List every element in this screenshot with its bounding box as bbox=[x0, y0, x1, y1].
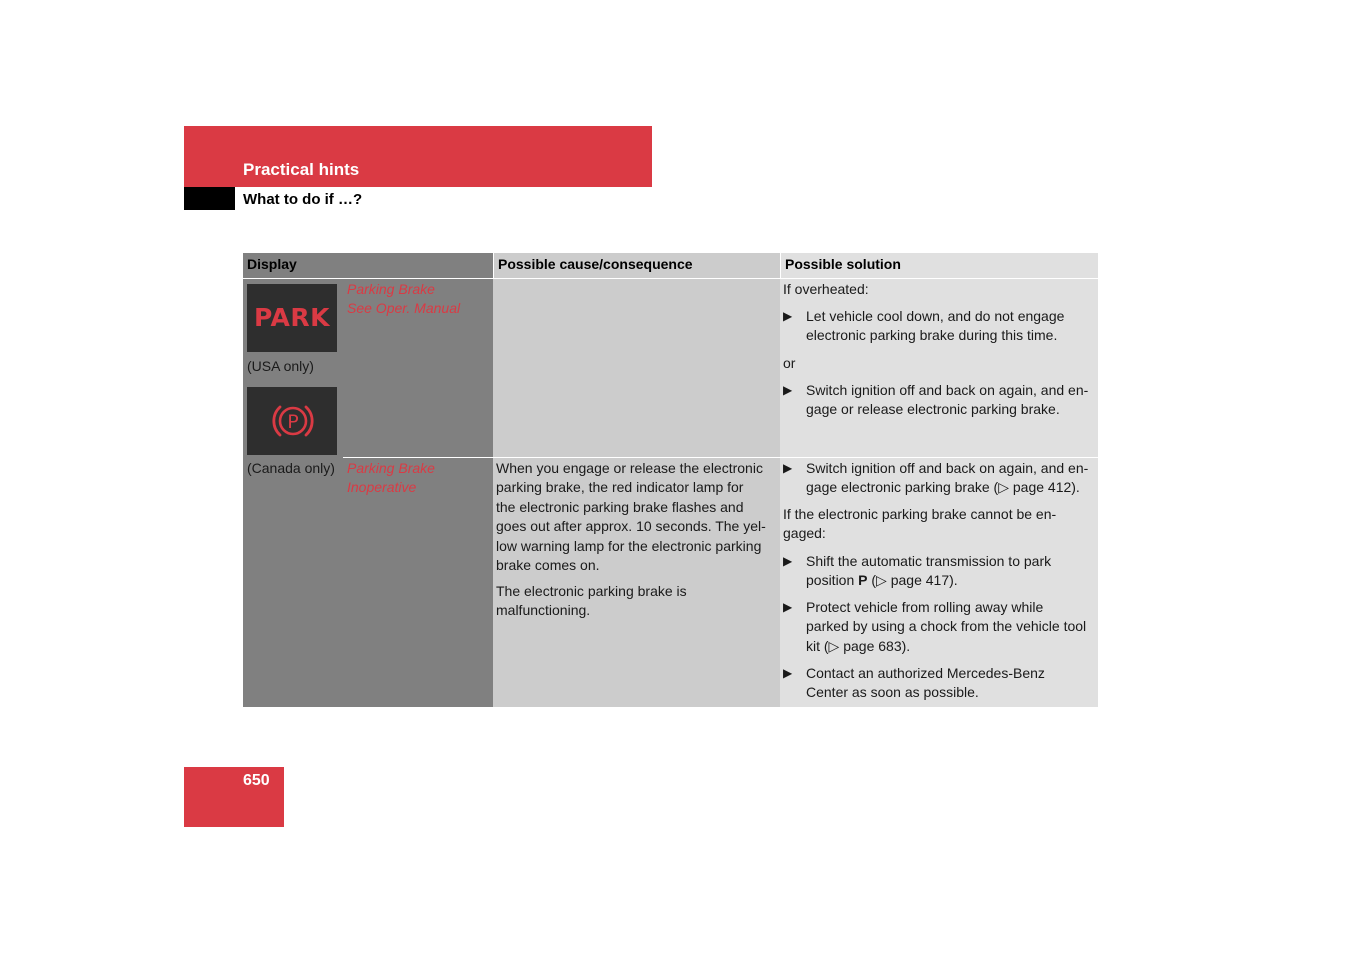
bullet-icon: ▶ bbox=[783, 383, 793, 397]
or-text: or bbox=[783, 355, 796, 371]
solution-line: Center as soon as possible. bbox=[806, 684, 979, 701]
solution-line: Contact an authorized Mercedes-Benz bbox=[806, 665, 1045, 681]
bullet-icon: ▶ bbox=[783, 666, 793, 680]
solution-line: gage electronic parking brake (▷ page 412). bbox=[806, 479, 1080, 496]
solution-line: gage or release electronic parking brake. bbox=[806, 401, 1060, 418]
solution-line: Let vehicle cool down, and do not engage bbox=[806, 308, 1065, 324]
bullet-icon: ▶ bbox=[783, 461, 793, 475]
solution-line: electronic parking brake during this time. bbox=[806, 327, 1058, 344]
page-reference: (▷ page 417). bbox=[871, 572, 958, 589]
cause-line: low warning lamp for the electronic parking bbox=[496, 537, 762, 554]
cause-line: When you engage or release the electronic bbox=[496, 460, 763, 476]
solution-line: Shift the automatic transmission to park bbox=[806, 553, 1052, 569]
solution-step bbox=[806, 307, 1064, 346]
park-lamp-text: PARK bbox=[254, 303, 330, 332]
column-header-display: Display bbox=[243, 253, 493, 278]
cause-line: the electronic parking brake flashes and bbox=[496, 498, 744, 515]
solution-intro: If overheated: bbox=[783, 281, 869, 297]
solution-line: If the electronic parking brake cannot be en- bbox=[783, 506, 1057, 522]
bullet-icon: ▶ bbox=[783, 554, 793, 568]
solution-line bbox=[806, 571, 1051, 590]
solution-step bbox=[806, 598, 1086, 656]
cause-line: malfunctioning. bbox=[496, 602, 591, 619]
solution-line: Switch ignition off and back on again, and en- bbox=[806, 382, 1089, 398]
parking-brake-symbol bbox=[247, 387, 337, 455]
section-marker-tab bbox=[184, 187, 235, 210]
display-message-row1 bbox=[347, 280, 460, 318]
row-divider bbox=[343, 457, 1098, 458]
parking-brake-warning-icon bbox=[247, 387, 337, 455]
cause-line: The electronic parking brake is bbox=[496, 583, 687, 599]
column-header-solution: Possible solution bbox=[780, 253, 1098, 278]
solution-text: position bbox=[806, 572, 855, 589]
cause-paragraph bbox=[496, 582, 687, 621]
canada-only-note: (Canada only) bbox=[247, 460, 335, 476]
cause-line: parking brake, the red indicator lamp for bbox=[496, 479, 744, 496]
bullet-icon: ▶ bbox=[783, 309, 793, 323]
cause-paragraph bbox=[496, 459, 766, 575]
display-message-line: See Oper. Manual bbox=[347, 300, 461, 316]
park-position-label: P bbox=[858, 572, 868, 589]
display-message-row2 bbox=[347, 459, 435, 497]
display-message-line: Parking Brake bbox=[347, 460, 435, 476]
solution-step bbox=[806, 381, 1088, 420]
solution-line: Protect vehicle from rolling away while bbox=[806, 599, 1044, 615]
bullet-icon: ▶ bbox=[783, 600, 793, 614]
solution-note bbox=[783, 505, 1056, 544]
section-title: Practical hints bbox=[243, 160, 360, 179]
display-message-line: Inoperative bbox=[347, 479, 417, 495]
solution-line: kit (▷ page 683). bbox=[806, 637, 911, 654]
cause-line: brake comes on. bbox=[496, 557, 600, 574]
display-message-line: Parking Brake bbox=[347, 281, 435, 297]
solution-line: Switch ignition off and back on again, and en- bbox=[806, 460, 1089, 476]
cause-line: goes out after approx. 10 seconds. The yel- bbox=[496, 518, 766, 535]
page-number: 650 bbox=[243, 772, 270, 789]
solution-step bbox=[806, 459, 1088, 498]
solution-line: parked by using a chock from the vehicle tool bbox=[806, 618, 1087, 635]
park-indicator-lamp bbox=[247, 284, 337, 352]
solution-step bbox=[806, 664, 1045, 703]
column-header-cause: Possible cause/consequence bbox=[493, 253, 780, 278]
usa-only-note: (USA only) bbox=[247, 358, 314, 374]
svg-text:P: P bbox=[287, 411, 299, 433]
subsection-title: What to do if …? bbox=[243, 191, 363, 208]
solution-step bbox=[806, 552, 1051, 591]
solution-line: gaged: bbox=[783, 525, 826, 542]
